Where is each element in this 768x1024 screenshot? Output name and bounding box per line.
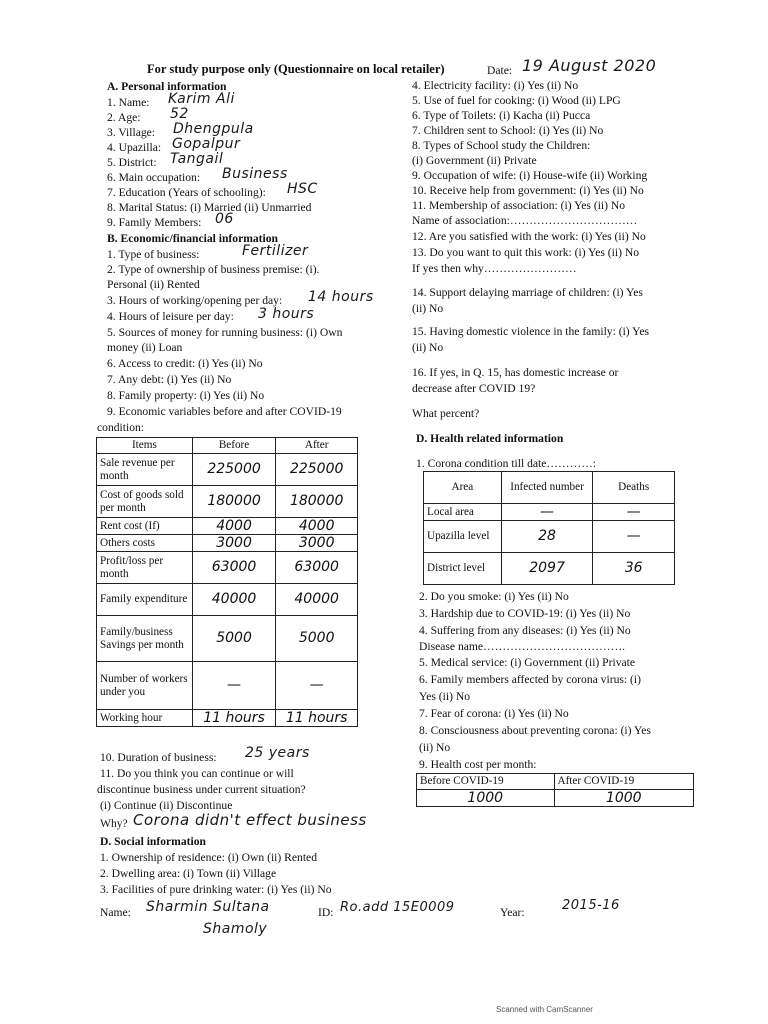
why-value: Corona didn't effect business (133, 811, 367, 829)
name-value: Karim Ali (168, 91, 235, 107)
table-cell: 4000 (276, 518, 358, 535)
domestic-violence: 15. Having domestic violence in the family: (i) Yes (412, 325, 649, 338)
family-members-value: 06 (215, 211, 234, 227)
table-cell: 40000 (192, 584, 276, 616)
table-row (97, 486, 358, 518)
table-cell: 180000 (192, 486, 276, 518)
why-label: Why? (100, 817, 128, 830)
corona-condition: 1. Corona condition till date…………: (416, 457, 597, 470)
quit-reason: If yes then why…………………… (412, 262, 577, 275)
ownership-premise: 2. Type of ownership of business premise: (i). (107, 263, 320, 276)
table-cell: 4000 (192, 518, 276, 535)
date-value: 19 August 2020 (522, 56, 657, 75)
table-row (97, 454, 358, 486)
table-cell: Number of workers under you (97, 662, 193, 710)
business-duration-value: 25 years (245, 745, 310, 761)
economic-variables-cont: condition: (97, 421, 145, 434)
scanner-watermark: Scanned with CamScanner (496, 1005, 593, 1014)
table-header: Items (97, 438, 193, 454)
continue-options: (i) Continue (ii) Discontinue (100, 799, 233, 812)
toilet-type: 6. Type of Toilets: (i) Kacha (ii) Pucca (412, 109, 591, 122)
delay-marriage: 14. Support delaying marriage of children: (i) Yes (412, 286, 643, 299)
work-satisfaction: 12. Are you satisfied with the work: (i) Yes (ii) No (412, 230, 646, 243)
table-row (424, 553, 675, 585)
school-type: 8. Types of School study the Children: (412, 139, 591, 152)
health-section-heading: D. Health related information (416, 432, 564, 445)
occupation-label: 6. Main occupation: (107, 171, 201, 184)
table-header: Before COVID-19 (417, 774, 555, 790)
age-value: 52 (170, 106, 189, 122)
table-row (97, 584, 358, 616)
school-type-options: (i) Government (ii) Private (412, 154, 537, 167)
marital-status: 8. Marital Status: (i) Married (ii) Unmarried (107, 201, 312, 214)
domestic-change-cont: decrease after COVID 19? (412, 382, 536, 395)
village-value: Dhengpula (173, 121, 254, 137)
table-cell: 3000 (276, 535, 358, 552)
table-cell: Family expenditure (97, 584, 193, 616)
interviewer-name-label: Name: (100, 906, 131, 919)
table-header: After COVID-19 (554, 774, 694, 790)
family-property: 8. Family property: (i) Yes (ii) No (107, 389, 265, 402)
table-cell: 40000 (276, 584, 358, 616)
table-cell: — (593, 521, 675, 553)
business-type-value: Fertilizer (242, 243, 309, 259)
id-label: ID: (318, 906, 334, 919)
table-cell: Family/business Savings per month (97, 616, 193, 662)
continue-question-cont: discontinue business under current situation? (97, 783, 306, 796)
association-name: Name of association:…………………………… (412, 214, 638, 227)
economic-table (96, 437, 358, 727)
corona-consciousness-no: (ii) No (419, 741, 451, 754)
interviewer-name-value: Sharmin Sultana (146, 899, 270, 915)
association-membership: 11. Membership of association: (i) Yes (ii) No (412, 199, 626, 212)
table-cell: 11 hours (192, 710, 276, 727)
health-cost-table (416, 773, 694, 807)
name-label: 1. Name: (107, 96, 150, 109)
section-d-heading: D. Social information (100, 835, 206, 848)
table-header-row (417, 774, 694, 790)
table-cell: — (276, 662, 358, 710)
table-row (424, 504, 675, 521)
table-cell: Sale revenue per month (97, 454, 193, 486)
table-cell: District level (424, 553, 502, 585)
government-help: 10. Receive help from government: (i) Yes (ii) No (412, 184, 644, 197)
diseases: 4. Suffering from any diseases: (i) Yes (ii) No (419, 624, 631, 637)
table-cell: 36 (593, 553, 675, 585)
table-header-row (424, 472, 675, 504)
electricity-facility: 4. Electricity facility: (i) Yes (ii) No (412, 79, 579, 92)
working-hours-label: 3. Hours of working/opening per day: (107, 294, 283, 307)
dwelling-area: 2. Dwelling area: (i) Town (ii) Village (100, 867, 277, 880)
table-cell: Profit/loss per month (97, 552, 193, 584)
table-header: Before (192, 438, 276, 454)
credit-access: 6. Access to credit: (i) Yes (ii) No (107, 357, 263, 370)
leisure-hours-value: 3 hours (258, 306, 315, 322)
page-title: For study purpose only (Questionnaire on local retailer) (147, 62, 445, 76)
upazilla-value: Gopalpur (172, 136, 241, 152)
table-cell: Working hour (97, 710, 193, 727)
money-sources-options: money (ii) Loan (107, 341, 183, 354)
continue-question: 11. Do you think you can continue or will (100, 767, 294, 780)
domestic-change: 16. If yes, in Q. 15, has domestic increase or (412, 366, 619, 379)
table-row (424, 521, 675, 553)
table-cell: Cost of goods sold per month (97, 486, 193, 518)
village-label: 3. Village: (107, 126, 156, 139)
table-cell: 11 hours (276, 710, 358, 727)
table-header: Area (424, 472, 502, 504)
year-label: Year: (500, 906, 525, 919)
children-school: 7. Children sent to School: (i) Yes (ii) No (412, 124, 604, 137)
table-cell: Others costs (97, 535, 193, 552)
occupation-value: Business (222, 166, 288, 182)
delay-marriage-no: (ii) No (412, 302, 444, 315)
medical-service: 5. Medical service: (i) Government (ii) Private (419, 656, 636, 669)
district-label: 5. District: (107, 156, 157, 169)
economic-variables: 9. Economic variables before and after COVID-19 (107, 405, 342, 418)
table-row (97, 518, 358, 535)
table-header-row (97, 438, 358, 454)
table-cell: Upazilla level (424, 521, 502, 553)
residence-ownership: 1. Ownership of residence: (i) Own (ii) Rented (100, 851, 317, 864)
table-cell: 225000 (276, 454, 358, 486)
district-value: Tangail (170, 151, 224, 167)
table-row (97, 535, 358, 552)
id-value: Ro.add 15E0009 (340, 900, 455, 915)
table-cell: 28 (501, 521, 593, 553)
year-value: 2015-16 (562, 898, 620, 913)
working-hours-value: 14 hours (308, 289, 374, 305)
wife-occupation: 9. Occupation of wife: (i) House-wife (ii) Working (412, 169, 648, 182)
leisure-hours-label: 4. Hours of leisure per day: (107, 310, 234, 323)
table-cell: 180000 (276, 486, 358, 518)
upazilla-label: 4. Upazilla: (107, 141, 162, 154)
table-cell: 5000 (276, 616, 358, 662)
table-cell: 225000 (192, 454, 276, 486)
domestic-violence-no: (ii) No (412, 341, 444, 354)
disease-name: Disease name………………………………. (419, 640, 626, 653)
money-sources: 5. Sources of money for running business: (i) Own (107, 326, 343, 339)
education-label: 7. Education (Years of schooling): (107, 186, 266, 199)
education-value: HSC (287, 181, 318, 197)
family-members-label: 9. Family Members: (107, 216, 202, 229)
quit-work: 13. Do you want to quit this work: (i) Yes (ii) No (412, 246, 640, 259)
table-cell: 3000 (192, 535, 276, 552)
ownership-premise-options: Personal (ii) Rented (107, 278, 200, 291)
fear-of-corona: 7. Fear of corona: (i) Yes (ii) No (419, 707, 569, 720)
table-cell: 5000 (192, 616, 276, 662)
drinking-water: 3. Facilities of pure drinking water: (i) Yes (ii) No (100, 883, 332, 896)
interviewer-nickname: Shamoly (203, 921, 268, 937)
table-row (97, 552, 358, 584)
covid-hardship: 3. Hardship due to COVID-19: (i) Yes (ii) No (419, 607, 631, 620)
age-label: 2. Age: (107, 111, 141, 124)
table-row (97, 616, 358, 662)
business-duration-label: 10. Duration of business: (100, 751, 217, 764)
family-affected-options: Yes (ii) No (419, 690, 470, 703)
date-label: Date: (487, 64, 513, 77)
table-cell: 2097 (501, 553, 593, 585)
table-header: After (276, 438, 358, 454)
cooking-fuel: 5. Use of fuel for cooking: (i) Wood (ii) LPG (412, 94, 621, 107)
table-header: Deaths (593, 472, 675, 504)
business-type-label: 1. Type of business: (107, 248, 200, 261)
table-cell: — (192, 662, 276, 710)
domestic-percent: What percent? (412, 407, 480, 420)
any-debt: 7. Any debt: (i) Yes (ii) No (107, 373, 232, 386)
table-cell: 1000 (417, 790, 555, 807)
table-header: Infected number (501, 472, 593, 504)
table-cell: — (501, 504, 593, 521)
table-row (97, 662, 358, 710)
table-cell: 1000 (554, 790, 694, 807)
table-row (417, 790, 694, 807)
section-b-heading: B. Economic/financial information (107, 232, 279, 245)
family-affected: 6. Family members affected by corona virus: (i) (419, 673, 641, 686)
table-row (97, 710, 358, 727)
table-cell: — (593, 504, 675, 521)
corona-consciousness: 8. Consciousness about preventing corona: (i) Yes (419, 724, 651, 737)
table-cell: Local area (424, 504, 502, 521)
section-a-heading: A. Personal information (107, 80, 227, 93)
table-cell: 63000 (192, 552, 276, 584)
table-cell: Rent cost (If) (97, 518, 193, 535)
health-cost: 9. Health cost per month: (419, 758, 537, 771)
smoking: 2. Do you smoke: (i) Yes (ii) No (419, 590, 569, 603)
table-cell: 63000 (276, 552, 358, 584)
corona-table (423, 471, 675, 585)
